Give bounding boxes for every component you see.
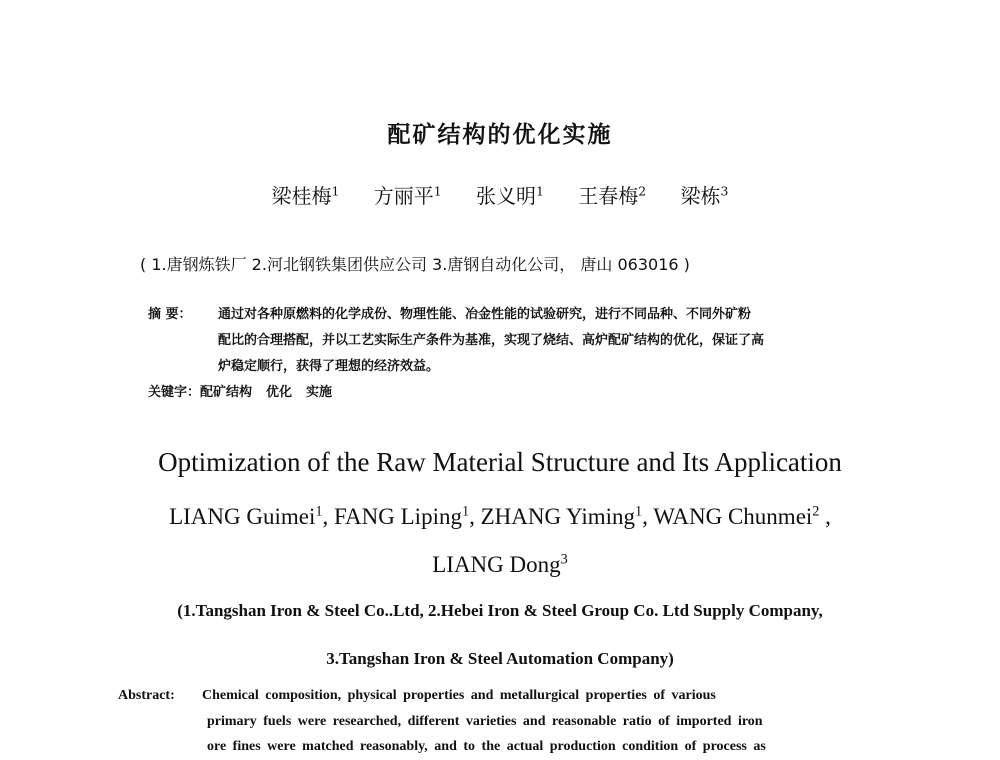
cn-authors [0,180,1000,209]
en-author: LIANG Dong$^3$ [432,551,568,577]
cn-abstract-label: 摘 要： [148,307,192,322]
cn-affiliation: ( 1.唐钢炼铁厂 2.河北钢铁集团供应公司 3.唐钢自动化公司， 唐山 063016 ) [140,255,690,274]
cn-abstract-line: 配比的合理搭配，并以工艺实际生产条件为基准，实现了烧结、高炉配矿结构的优化，保证了高 [218,333,765,348]
en-abstract-line: Chemical composition, physical properties and metallurgical properties of various [202,688,716,703]
en-author: ZHANG Yiming$^1$, [480,503,654,529]
cn-abstract-line: 炉稳定顺行，获得了理想的经济效益。 [218,359,440,374]
cn-keyword: 实施 [306,385,333,400]
en-author: WANG Chunmei$^2$ , [653,503,831,529]
cn-author: 方丽平$^1$ [373,183,442,208]
cn-title: 配矿结构的优化实施 [387,121,613,148]
cn-author: 梁栋$^3$ [680,183,729,208]
en-author: FANG Liping$^1$, [333,503,481,529]
en-author: LIANG Guimei$^1$, [169,503,334,529]
en-authors-line1 [0,504,1000,530]
cn-author: 梁桂梅$^1$ [271,183,340,208]
cn-author: 王春梅$^2$ [578,183,647,208]
cn-author: 张义明$^1$ [476,183,544,208]
en-affiliation-line1: (1.Tangshan Iron & Steel Co..Ltd, 2.Hebei Iron & Steel Group Co. Ltd Supply Company, [177,601,823,620]
cn-keywords [148,381,346,400]
en-title: Optimization of the Raw Material Structure and Its Application [158,447,842,477]
en-authors-line2 [0,552,1000,578]
en-abstract-line: ore fines were matched reasonably, and to the actual production condition of process as [207,739,766,754]
cn-keyword: 配矿结构 [200,385,253,400]
en-abstract-line: primary fuels were researched, different varieties and reasonable ratio of imported iron [207,714,763,729]
cn-abstract-line: 通过对各种原燃料的化学成份、物理性能、冶金性能的试验研究，进行不同品种、不同外矿粉 [218,307,752,322]
en-abstract-label: Abstract: [118,688,175,703]
cn-keyword: 优化 [266,385,293,400]
cn-keywords-label: 关键字： [148,385,201,400]
en-affiliation-line2: 3.Tangshan Iron & Steel Automation Company) [326,649,674,668]
